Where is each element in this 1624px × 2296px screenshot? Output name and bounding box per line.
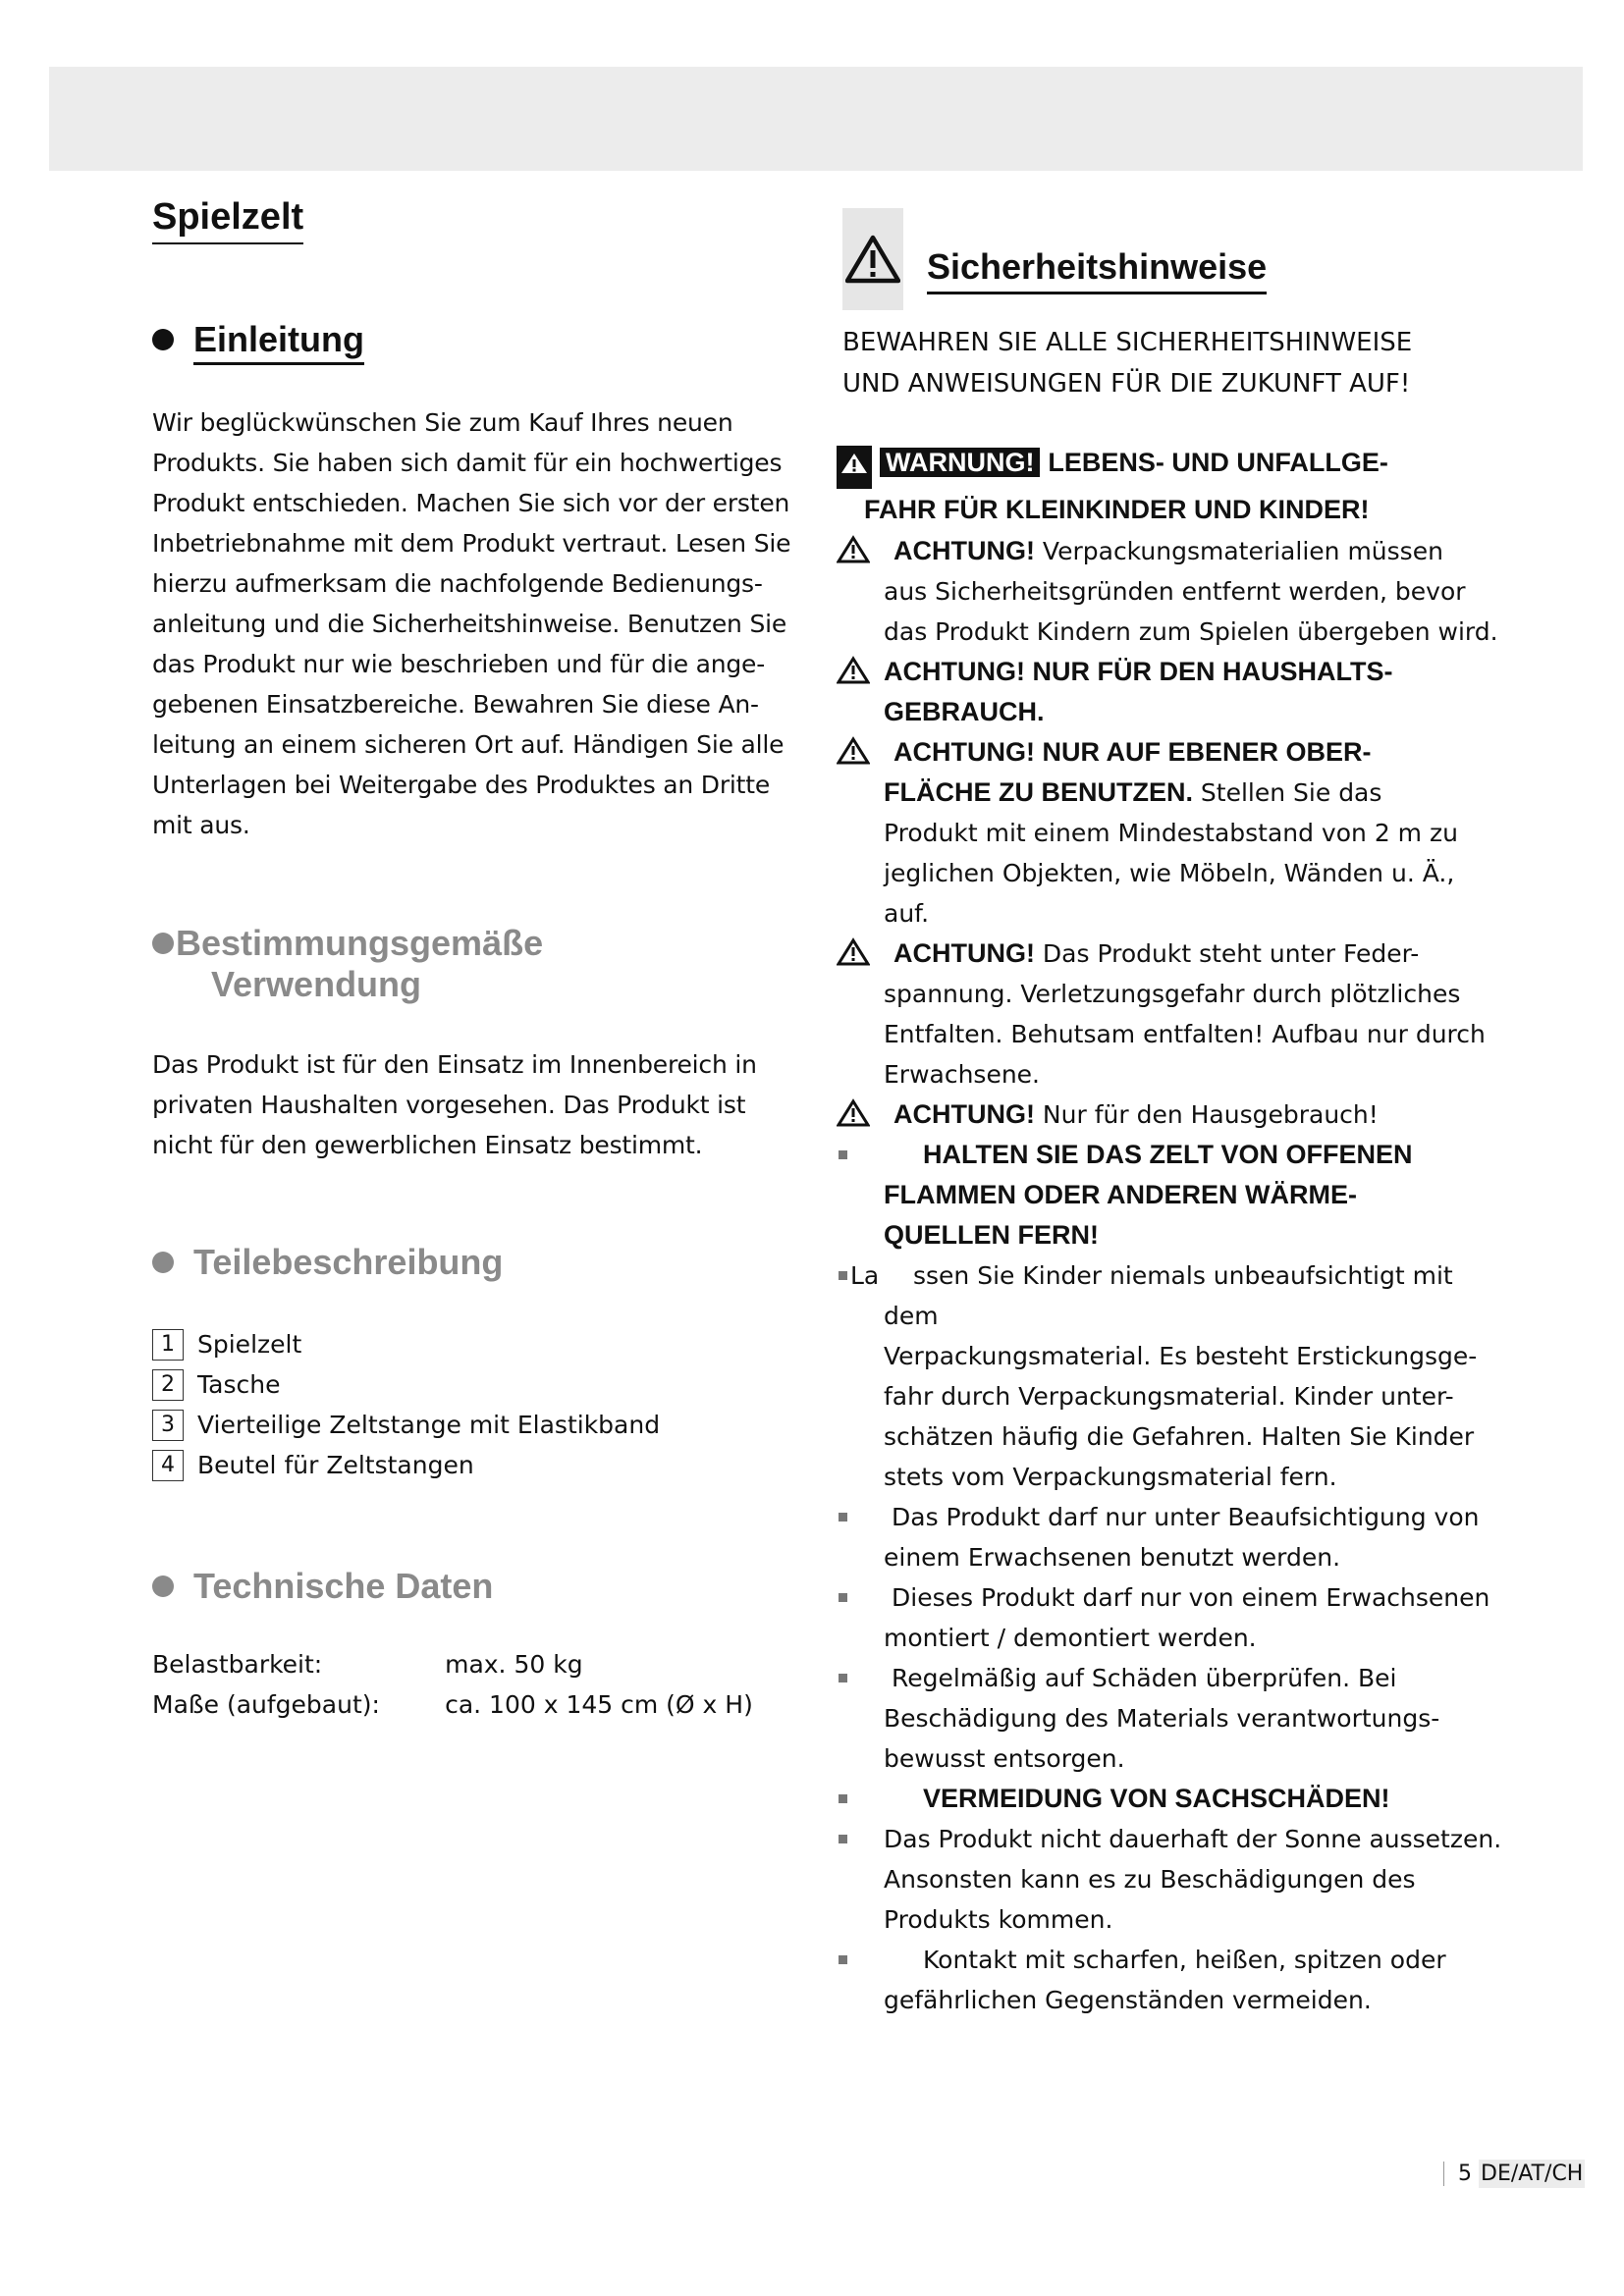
text-line: gebenen Einsatzbereiche. Bewahren Sie diese An- [152, 690, 759, 719]
square-bullet-icon [839, 1674, 847, 1682]
square-bullet-icon [839, 1271, 847, 1280]
tech-value: max. 50 kg [445, 1650, 583, 1679]
text-line: leitung an einem sicheren Ort auf. Händigen Sie alle [152, 730, 785, 759]
text-line: das Produkt nur wie beschrieben und für die ange- [152, 650, 766, 678]
heading-teile: Teilebeschreibung [152, 1242, 800, 1283]
heading-technik: Technische Daten [152, 1566, 800, 1607]
square-bullet-icon [839, 1593, 847, 1602]
warning-triangle-icon [837, 1098, 870, 1128]
text-line: Wir beglückwünschen Sie zum Kauf Ihres neuen [152, 408, 733, 437]
achtung-item: ACHTUNG! Verpackungsmaterialien müssen aus Sicherheitsgründen entfernt werden, bevor das Produkt Kindern zum Spielen übergeben wird. [837, 531, 1504, 652]
heading-bestimmung: Bestimmungsgemäße Verwendung [152, 923, 800, 1005]
text-line: anleitung und die Sicherheitshinweise. Benutzen Sie [152, 610, 787, 638]
locale-label: DE/AT/CH [1481, 2162, 1584, 2186]
bestimmung-text [152, 1044, 800, 1165]
warning-triangle-icon [837, 446, 872, 489]
safety-header [842, 208, 1267, 310]
warning-triangle-icon [837, 736, 870, 766]
bullet-item: Kontakt mit scharfen, heißen, spitzen oder gefährlichen Gegenständen vermeiden. [837, 1940, 1504, 2020]
text-line: nicht für den gewerblichen Einsatz bestimmt. [152, 1131, 703, 1159]
text-line: hierzu aufmerksam die nachfolgende Bedienungs- [152, 569, 763, 598]
square-bullet-icon [839, 1835, 847, 1843]
warnung-badge: WARNUNG! [880, 448, 1040, 477]
heading-einleitung: Einleitung [152, 319, 800, 365]
section-technik [152, 1566, 800, 1725]
list-item: 4 Beutel für Zeltstangen [152, 1445, 800, 1485]
safety-title: Sicherheitshinweise [927, 246, 1267, 294]
bullet-item: Das Produkt darf nur unter Beaufsichtigung von einem Erwachsenen benutzt werden. [837, 1497, 1504, 1577]
text-line: Produkts. Sie haben sich damit für ein hochwertiges [152, 449, 783, 477]
list-item: 2 Tasche [152, 1364, 800, 1405]
section-einleitung [152, 319, 800, 845]
warning-triangle-icon [837, 656, 870, 685]
achtung-item: ACHTUNG! Nur für den Hausgebrauch! [837, 1095, 1504, 1135]
text-line: mit aus. [152, 811, 250, 839]
bullet-dot-icon [152, 329, 174, 350]
achtung-item: ACHTUNG! NUR FÜR DEN HAUSHALTS- GEBRAUCH. [837, 652, 1504, 732]
bullet-item: Regelmäßig auf Schäden überprüfen. Bei Beschädigung des Materials verantwortungs- bewusst entsorgen. [837, 1658, 1504, 1779]
page-title: Spielzelt [152, 196, 303, 244]
section-bestimmung [152, 923, 800, 1165]
bullet-item: Das Produkt nicht dauerhaft der Sonne aussetzen. Ansonsten kann es zu Beschädigungen des Produkts kommen. [837, 1819, 1504, 1940]
list-item: 1 Spielzelt [152, 1324, 800, 1364]
square-bullet-icon [839, 1513, 847, 1522]
warning-triangle-icon [837, 535, 870, 564]
warnung-block: WARNUNG! LEBENS- UND UNFALLGE- FAHR FÜR KLEINKINDER UND KINDER! [837, 442, 1504, 531]
square-bullet-icon [839, 1794, 847, 1803]
achtung-item: ACHTUNG! NUR AUF EBENER OBER- FLÄCHE ZU BENUTZEN. Stellen Sie das Produkt mit einem Mindestabstand von 2 m zu jeglichen Objekten, wie Möbeln, Wänden u. Ä., auf. [837, 732, 1504, 934]
square-bullet-icon [839, 1150, 847, 1159]
header-bar [49, 67, 1583, 171]
text-line: Das Produkt ist für den Einsatz im Innenbereich in [152, 1050, 757, 1079]
bullet-dot-icon [152, 1252, 174, 1273]
warning-triangle-icon [837, 937, 870, 967]
text-line: Unterlagen bei Weitergabe des Produktes an Dritte [152, 771, 771, 799]
bullet-dot-icon [152, 933, 174, 954]
bullet-dot-icon [152, 1575, 174, 1597]
safety-list [837, 442, 1504, 2020]
tech-value: ca. 100 x 145 cm (Ø x H) [445, 1690, 753, 1719]
bullet-item: La ssen Sie Kinder niemals unbeaufsichtigt mit dem Verpackungsmaterial. Es besteht Erstickungsge- fahr durch Verpackungsmaterial. Kinder unter- schätzen häufig die Gefahren. Halten Sie Kinder stets vom Verpackungsmaterial fern. [837, 1255, 1504, 1497]
parts-list [152, 1324, 800, 1485]
section-teile [152, 1242, 800, 1485]
warning-triangle-icon [842, 208, 903, 310]
text-line: Produkt entschieden. Machen Sie sich vor der ersten [152, 489, 790, 517]
bullet-item: Dieses Produkt darf nur von einem Erwachsenen montiert / demontiert werden. [837, 1577, 1504, 1658]
page-footer [1443, 2162, 1585, 2186]
square-bullet-icon [839, 1955, 847, 1964]
tech-data-table [152, 1644, 800, 1725]
list-item: 3 Vierteilige Zeltstange mit Elastikband [152, 1405, 800, 1445]
tech-label: Maße (aufgebaut): [152, 1690, 380, 1719]
safety-intro: BEWAHREN SIE ALLE SICHERHEITSHINWEISE UND ANWEISUNGEN FÜR DIE ZUKUNFT AUF! [842, 328, 1413, 399]
achtung-item: ACHTUNG! Das Produkt steht unter Feder- spannung. Verletzungsgefahr durch plötzliches Entfalten. Behutsam entfalten! Aufbau nur durch Erwachsene. [837, 934, 1504, 1095]
bullet-item: VERMEIDUNG VON SACHSCHÄDEN! [837, 1779, 1504, 1819]
tech-label: Belastbarkeit: [152, 1650, 323, 1679]
left-column [152, 196, 800, 244]
bullet-item: HALTEN SIE DAS ZELT VON OFFENEN FLAMMEN ODER ANDEREN WÄRME- QUELLEN FERN! [837, 1135, 1504, 1255]
page-number: 5 [1458, 2162, 1472, 2186]
einleitung-text [152, 402, 800, 845]
text-line: privaten Haushalten vorgesehen. Das Produkt ist [152, 1091, 746, 1119]
text-line: Inbetriebnahme mit dem Produkt vertraut. Lesen Sie [152, 529, 791, 558]
